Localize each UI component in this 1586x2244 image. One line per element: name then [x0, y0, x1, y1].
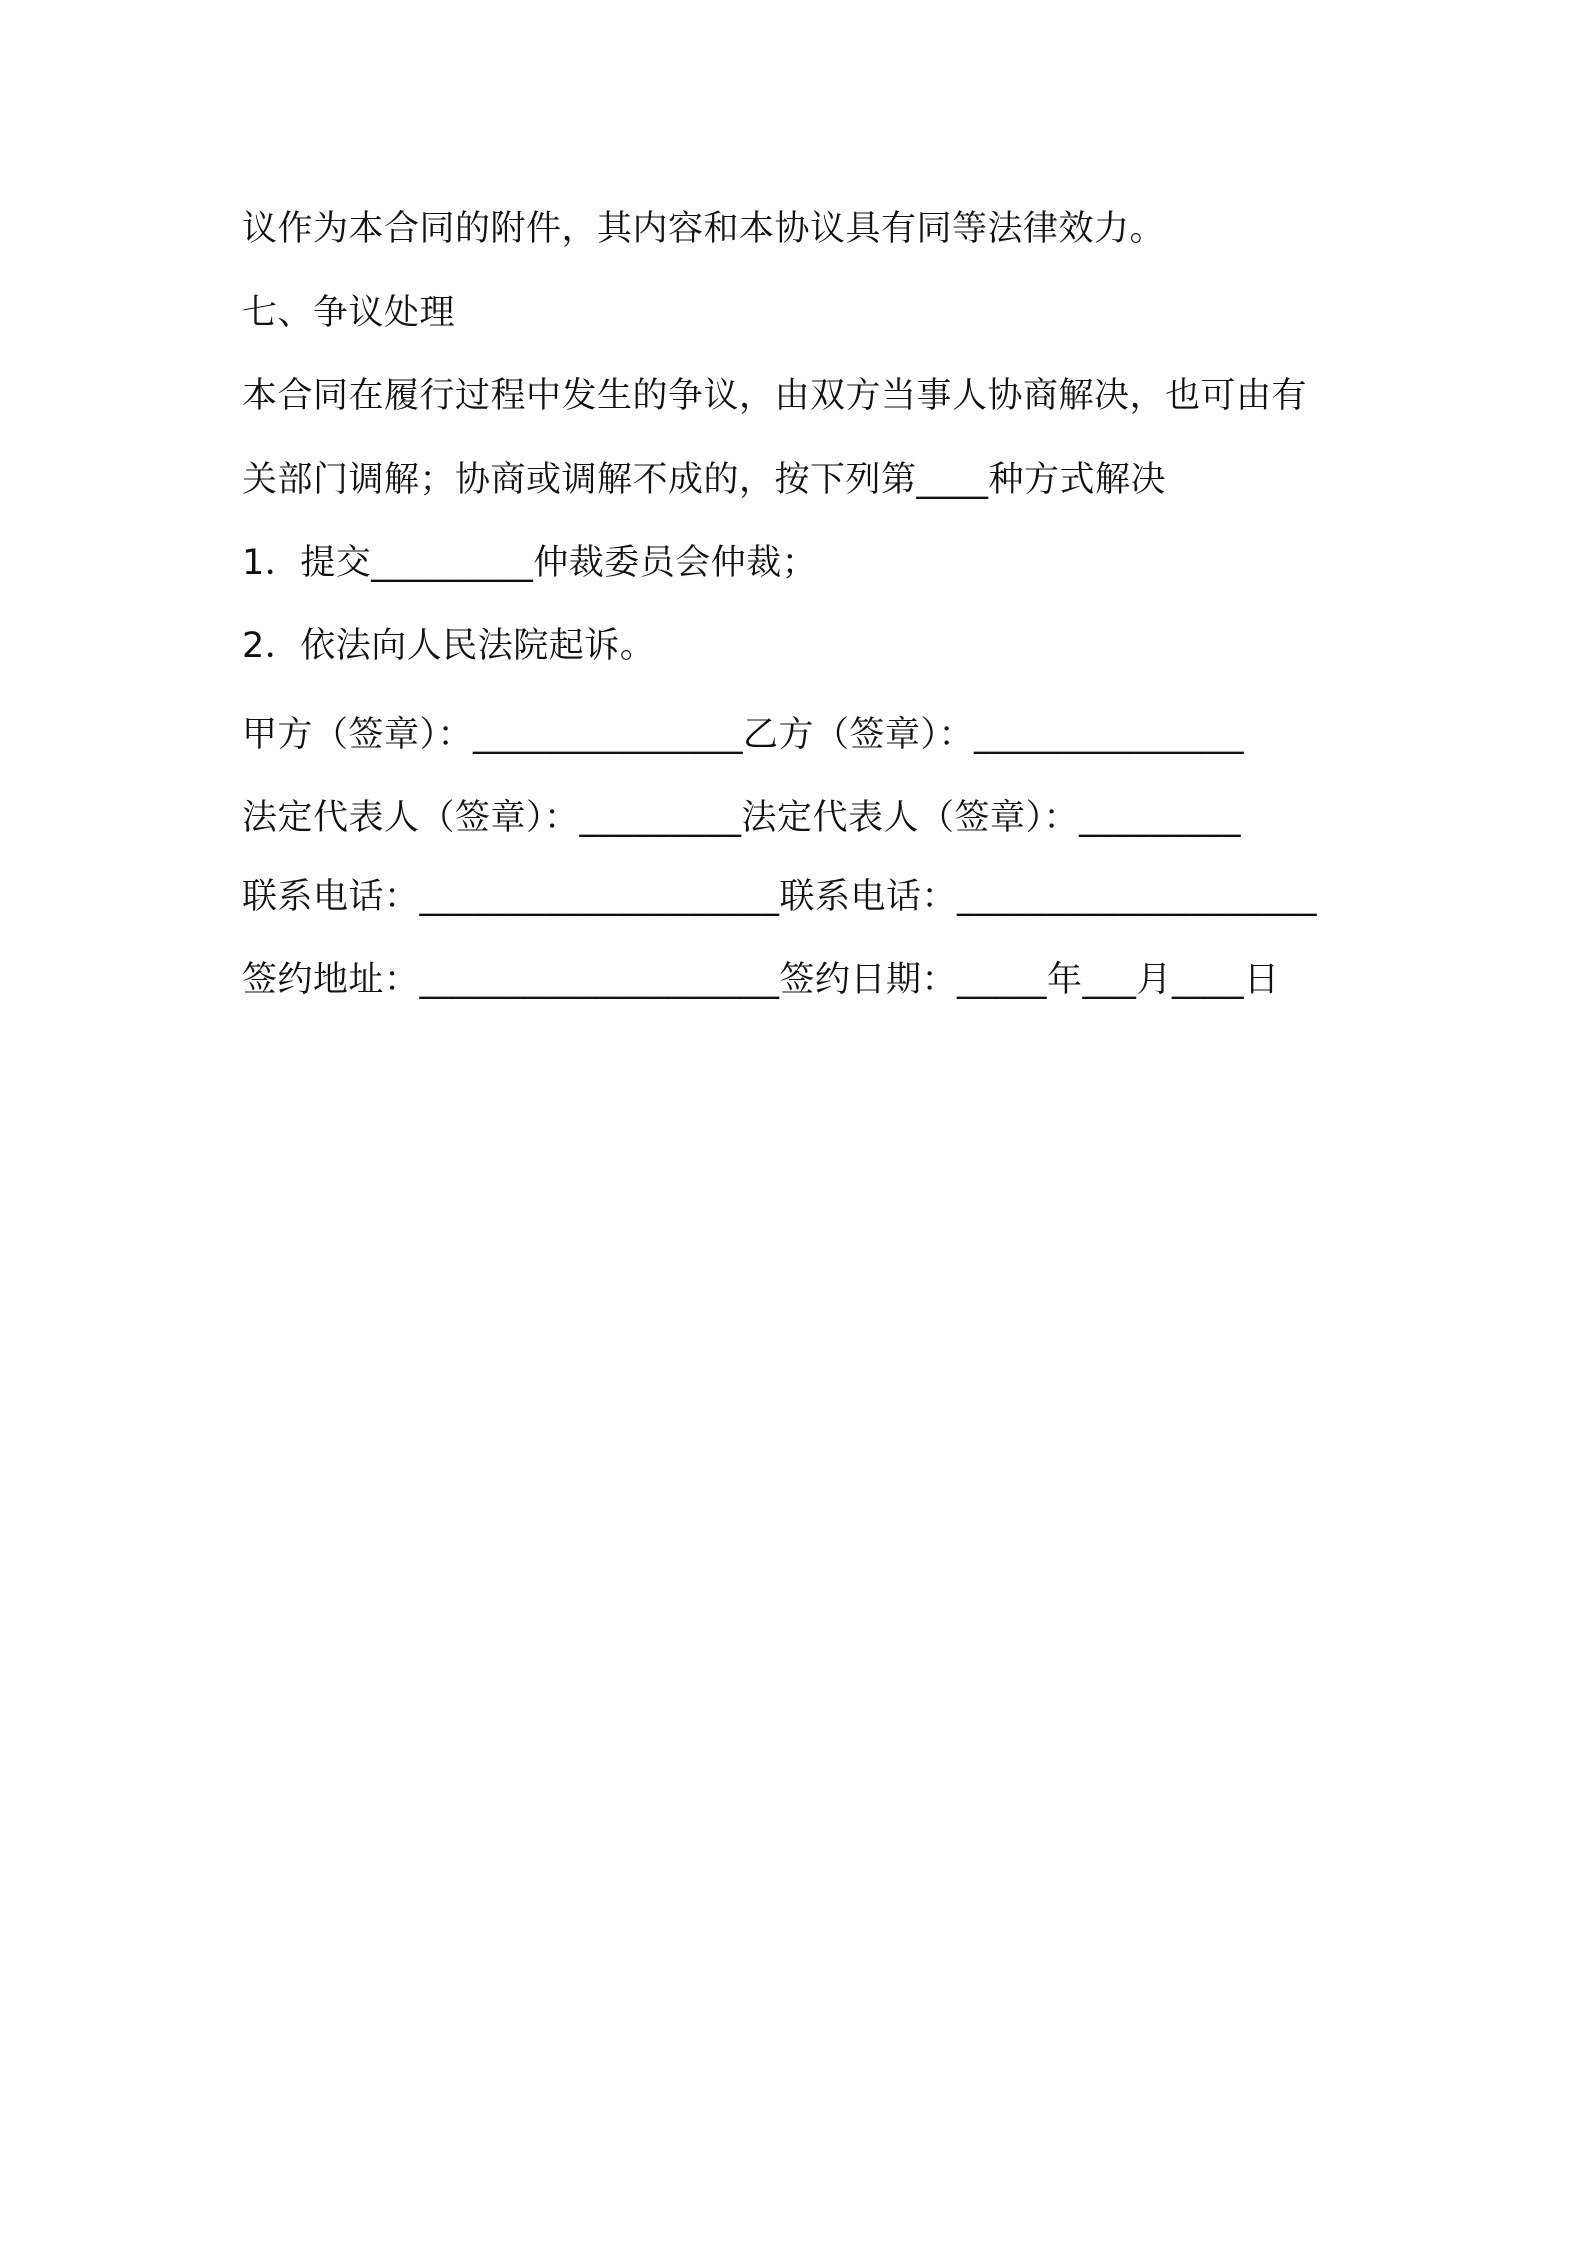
option-litigation: 2．依法向人民法院起诉。 [242, 626, 656, 666]
clause-continuation-text: 议作为本合同的附件，其内容和本协议具有同等法律效力。 [242, 209, 1166, 249]
legal-representative-line: 法定代表人（签章）：_________法定代表人（签章）：_________ [242, 798, 1242, 838]
dispute-paragraph-line-1: 本合同在履行过程中发生的争议，由双方当事人协商解决，也可由有 [242, 376, 1308, 416]
contact-phone-line: 联系电话：____________________联系电话：____________________ [242, 877, 1318, 917]
option-arbitration: 1．提交_________仲裁委员会仲裁； [242, 543, 818, 583]
signature-party-line: 甲方（签章）：_______________乙方（签章）：_______________ [242, 715, 1245, 755]
dispute-paragraph-line-2: 关部门调解；协商或调解不成的，按下列第____种方式解决 [242, 460, 1167, 500]
section-heading-dispute-resolution: 七、争议处理 [242, 293, 456, 333]
signing-address-date-line: 签约地址：____________________签约日期：_____年___月____日 [242, 960, 1280, 1000]
